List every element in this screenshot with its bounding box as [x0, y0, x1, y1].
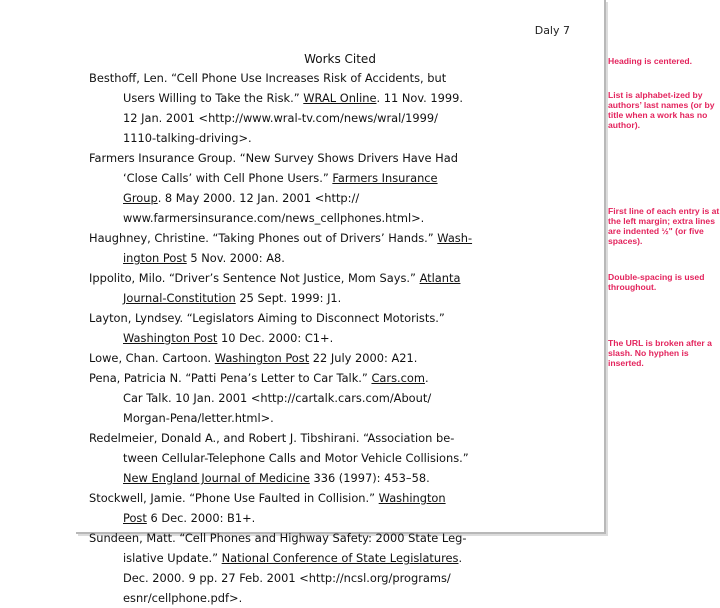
citation-line — [89, 228, 579, 248]
citation-line — [89, 148, 579, 168]
citation-line — [89, 168, 579, 188]
citation-text: islative Update.” — [123, 551, 222, 565]
citation-text: 25 Sept. 1999: J1. — [235, 291, 342, 305]
annotation-url-break: The URL is broken after a slash. No hyphen is inserted. — [608, 338, 712, 368]
citation-line — [89, 568, 579, 588]
citation-text: Redelmeier, Donald A., and Robert J. Tibshirani. “Association be- — [89, 431, 455, 445]
citation-entry — [89, 148, 579, 228]
citation-text: tween Cellular-Telephone Calls and Motor Vehicle Collisions.” — [123, 451, 469, 465]
works-cited-list — [89, 68, 579, 608]
citation-line — [89, 68, 579, 88]
citation-entry — [89, 428, 579, 488]
citation-text: Car Talk. 10 Jan. 2001 <http://cartalk.cars.com/About/ — [123, 391, 432, 405]
citation-text: Dec. 2000. 9 pp. 27 Feb. 2001 <http://ncsl.org/programs/ — [123, 571, 451, 585]
citation-text: 12 Jan. 2001 <http://www.wral-tv.com/news/wral/1999/ — [123, 111, 438, 125]
citation-line — [89, 468, 579, 488]
citation-line — [89, 328, 579, 348]
citation-text: 6 Dec. 2000: B1+. — [146, 511, 256, 525]
citation-text: 1110-talking-driving>. — [123, 131, 252, 145]
citation-title-text: Cars.com — [371, 371, 425, 385]
citation-text: www.farmersinsurance.com/news_cellphones.html>. — [123, 211, 425, 225]
citation-line — [89, 408, 579, 428]
citation-title-text: Wash- — [437, 231, 473, 245]
citation-line — [89, 208, 579, 228]
annotation-double-spacing: Double-spacing is used throughout. — [608, 272, 705, 292]
citation-entry — [89, 348, 579, 368]
citation-title-text: Washington — [378, 491, 446, 505]
citation-line — [89, 268, 579, 288]
citation-text: 336 (1997): 453–58. — [309, 471, 430, 485]
citation-title-text: Group — [123, 191, 158, 205]
annotation-alphabetized: List is alphabet-ized by authors’ last names (or by title when a work has no author). — [608, 90, 715, 130]
citation-text: Besthoff, Len. “Cell Phone Use Increases Risk of Accidents, but — [89, 71, 447, 85]
citation-line — [89, 588, 579, 608]
citation-line — [89, 108, 579, 128]
citation-title-text: WRAL Online — [303, 91, 377, 105]
citation-title-text: Farmers Insurance — [332, 171, 438, 185]
citation-text: . 11 Nov. 1999. — [376, 91, 464, 105]
citation-line — [89, 128, 579, 148]
citation-text: Ippolito, Milo. “Driver’s Sentence Not Justice, Mom Says.” — [89, 271, 420, 285]
citation-text: Sundeen, Matt. “Cell Phones and Highway Safety: 2000 State Leg- — [89, 531, 467, 545]
citation-title-text: Journal-Constitution — [123, 291, 236, 305]
citation-line — [89, 188, 579, 208]
citation-text: 10 Dec. 2000: C1+. — [217, 331, 334, 345]
citation-title-text: ington Post — [123, 251, 187, 265]
citation-entry — [89, 268, 579, 308]
citation-entry — [89, 308, 579, 348]
citation-line — [89, 488, 579, 508]
citation-line — [89, 308, 579, 328]
citation-line — [89, 548, 579, 568]
citation-text: esnr/cellphone.pdf>. — [123, 591, 243, 605]
citation-title-text: Washington Post — [214, 351, 310, 365]
citation-line — [89, 368, 579, 388]
citation-line — [89, 88, 579, 108]
citation-text: Layton, Lyndsey. “Legislators Aiming to Disconnect Motorists.” — [89, 311, 445, 325]
citation-line — [89, 388, 579, 408]
citation-text: Users Willing to Take the Risk.” — [123, 91, 304, 105]
citation-line — [89, 448, 579, 468]
citation-entry — [89, 368, 579, 428]
citation-title-text: New England Journal of Medicine — [123, 471, 310, 485]
citation-line — [89, 428, 579, 448]
citation-entry — [89, 68, 579, 148]
citation-text: . — [458, 551, 463, 565]
citation-text: Stockwell, Jamie. “Phone Use Faulted in Collision.” — [89, 491, 379, 505]
running-head: Daly 7 — [534, 24, 570, 37]
annotation-heading: Heading is centered. — [608, 56, 693, 66]
citation-text: . — [424, 371, 429, 385]
citation-text: Farmers Insurance Group. “New Survey Shows Drivers Have Had — [89, 151, 458, 165]
citation-line — [89, 248, 579, 268]
citation-text: 22 July 2000: A21. — [309, 351, 418, 365]
document-page — [76, 0, 606, 605]
citation-title-text: Post — [123, 511, 147, 525]
citation-text: 5 Nov. 2000: A8. — [186, 251, 285, 265]
citation-line — [89, 528, 579, 548]
citation-title-text: Atlanta — [419, 271, 461, 285]
citation-text: Pena, Patricia N. “Patti Pena’s Letter to Car Talk.” — [89, 371, 372, 385]
citation-entry — [89, 228, 579, 268]
annotation-indentation: First line of each entry is at the left margin; extra lines are indented ½" (or five spaces). — [608, 206, 720, 246]
citation-line — [89, 288, 579, 308]
citation-text: Morgan-Pena/letter.html>. — [123, 411, 274, 425]
citation-line — [89, 348, 579, 368]
citation-line — [89, 508, 579, 528]
citation-text: ‘Close Calls’ with Cell Phone Users.” — [123, 171, 333, 185]
citation-title-text: Washington Post — [123, 331, 218, 345]
page-title: Works Cited — [304, 52, 376, 66]
citation-title-text: National Conference of State Legislatures — [221, 551, 459, 565]
citation-text: . 8 May 2000. 12 Jan. 2001 <http:// — [157, 191, 360, 205]
citation-entry — [89, 528, 579, 608]
citation-text: Lowe, Chan. Cartoon. — [89, 351, 215, 365]
citation-text: Haughney, Christine. “Taking Phones out of Drivers’ Hands.” — [89, 231, 438, 245]
citation-entry — [89, 488, 579, 528]
